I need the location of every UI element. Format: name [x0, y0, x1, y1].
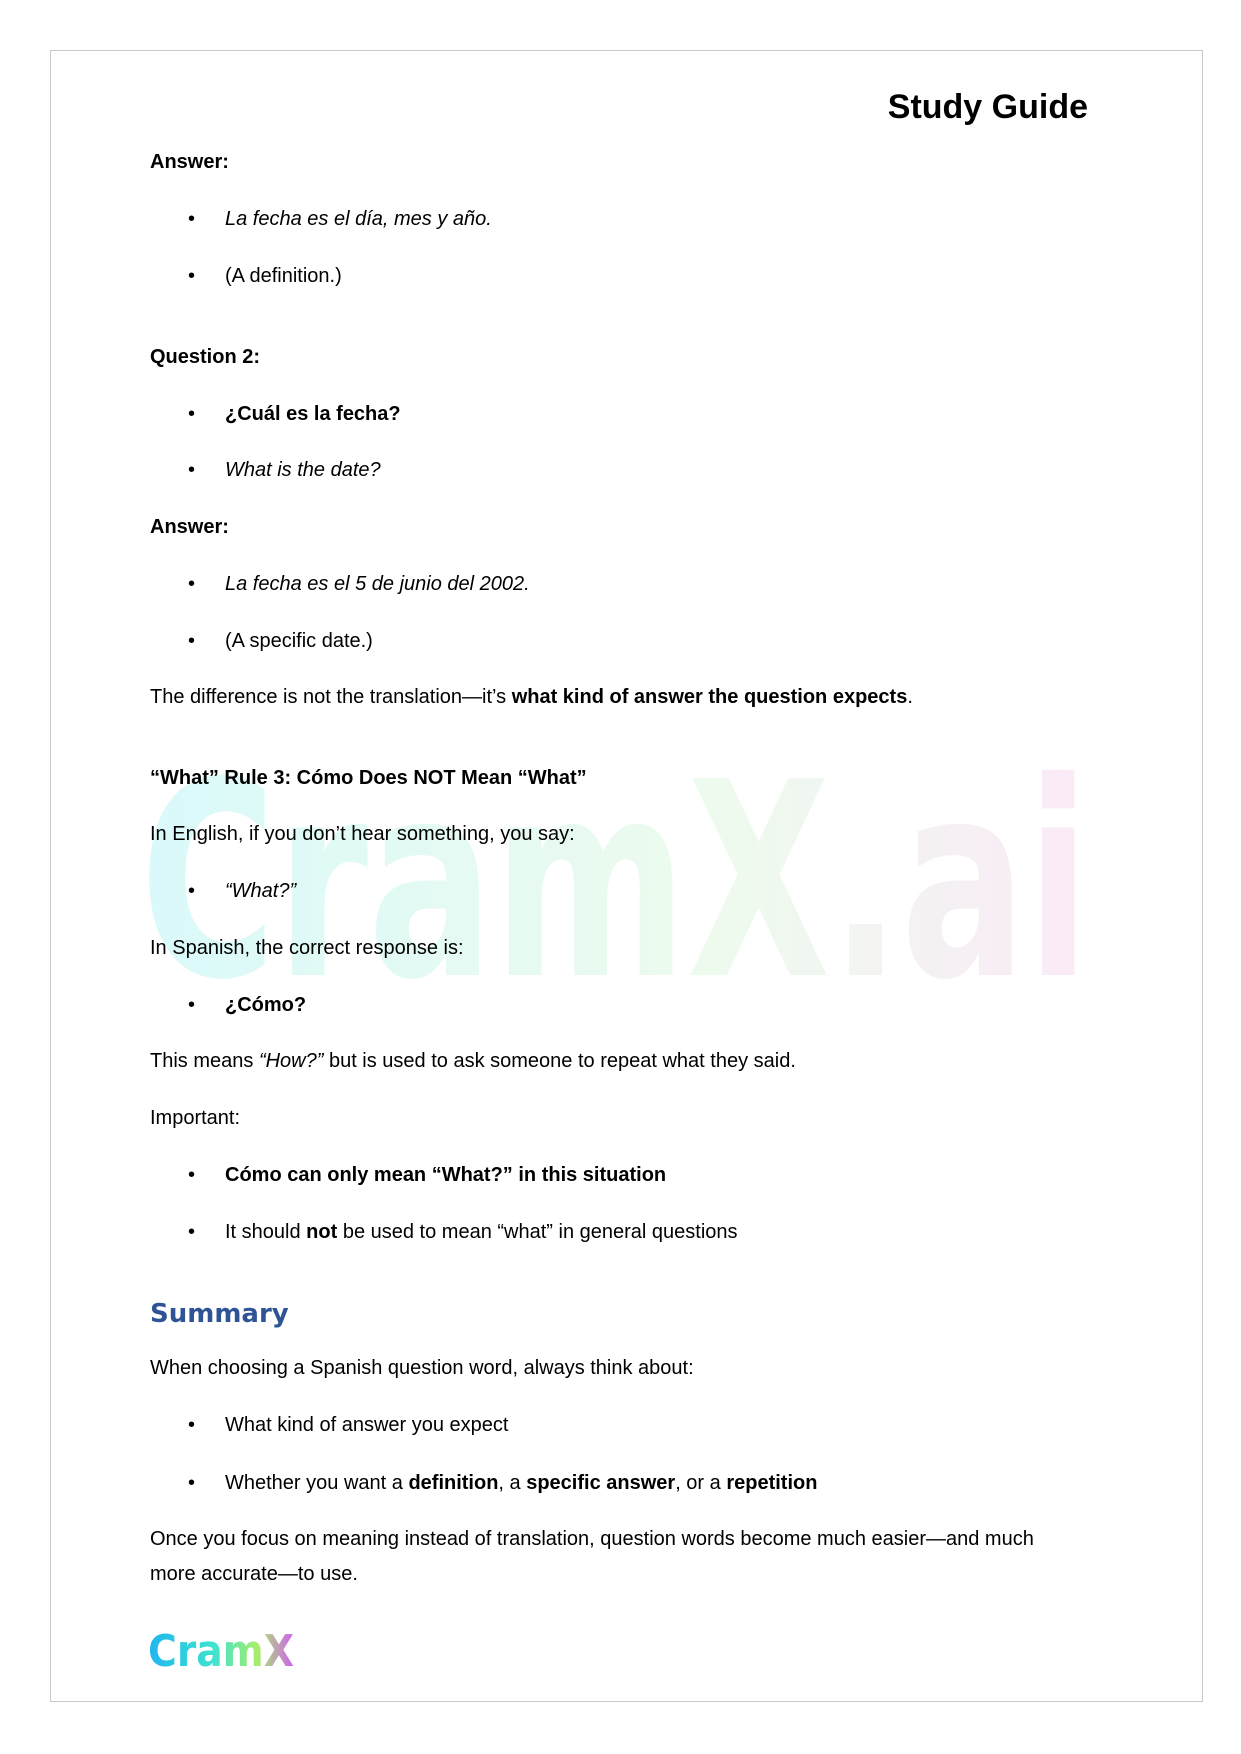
summary-heading: Summary [150, 1299, 289, 1329]
list-item: ¿Cuál es la fecha? [225, 403, 401, 425]
text: , a [498, 1472, 527, 1494]
bullet: • [188, 1472, 196, 1494]
paragraph: Important: [150, 1107, 241, 1129]
list-item: La fecha es el 5 de junio del 2002. [225, 573, 530, 595]
text: be used to mean “what” in general questions [337, 1221, 738, 1243]
paragraph [150, 1049, 796, 1073]
bullet: • [188, 208, 196, 230]
page-border [50, 50, 1203, 1702]
paragraph: In English, if you don’t hear something, you say: [150, 823, 575, 845]
text-bold: specific answer [526, 1472, 676, 1494]
list-item: “What?” [225, 880, 297, 902]
list-item [225, 1220, 738, 1244]
page-title: Study Guide [887, 88, 1088, 126]
bullet: • [188, 994, 196, 1016]
bullet: • [188, 1164, 196, 1186]
bullet: • [188, 880, 196, 902]
bullet: • [188, 459, 196, 481]
answer-label: Answer: [150, 516, 229, 538]
difference-paragraph [150, 685, 913, 709]
list-item: Cómo can only mean “What?” in this situation [225, 1164, 667, 1186]
bullet: • [188, 1221, 196, 1243]
bullet: • [188, 1414, 196, 1436]
text-italic: “How?” [258, 1050, 324, 1072]
list-item: What kind of answer you expect [225, 1414, 509, 1436]
list-item: (A specific date.) [225, 630, 373, 652]
text: The difference is not the translation—it’s [150, 686, 512, 708]
svg-text:CramX: CramX [148, 1626, 295, 1674]
answer-label: Answer: [150, 151, 229, 173]
paragraph: When choosing a Spanish question word, always think about: [150, 1357, 694, 1379]
list-item [225, 1471, 817, 1495]
bullet: • [188, 403, 196, 425]
svg-text:CramX.ai: CramX.ai [140, 750, 1090, 1000]
text-bold: repetition [726, 1472, 818, 1494]
text-bold: not [306, 1221, 338, 1243]
text: . [907, 686, 913, 708]
list-item: (A definition.) [225, 265, 342, 287]
text: Whether you want a [225, 1472, 409, 1494]
list-item: La fecha es el día, mes y año. [225, 208, 492, 230]
text: but is used to ask someone to repeat what they said. [323, 1050, 796, 1072]
cramx-logo [148, 1622, 298, 1674]
rule3-heading: “What” Rule 3: Cómo Does NOT Mean “What” [150, 767, 587, 789]
text: This means [150, 1050, 259, 1072]
paragraph: more accurate—to use. [150, 1563, 358, 1585]
list-item: ¿Cómo? [225, 994, 307, 1016]
text: , or a [675, 1472, 727, 1494]
text-bold: what kind of answer the question expects [511, 686, 908, 708]
question-label: Question 2: [150, 346, 261, 368]
list-item: What is the date? [225, 459, 381, 481]
text-bold: definition [408, 1472, 499, 1494]
bullet: • [188, 265, 196, 287]
text: It should [225, 1221, 307, 1243]
bullet: • [188, 573, 196, 595]
paragraph: Once you focus on meaning instead of translation, question words become much easier—and much [150, 1528, 1034, 1550]
paragraph: In Spanish, the correct response is: [150, 937, 464, 959]
bullet: • [188, 630, 196, 652]
